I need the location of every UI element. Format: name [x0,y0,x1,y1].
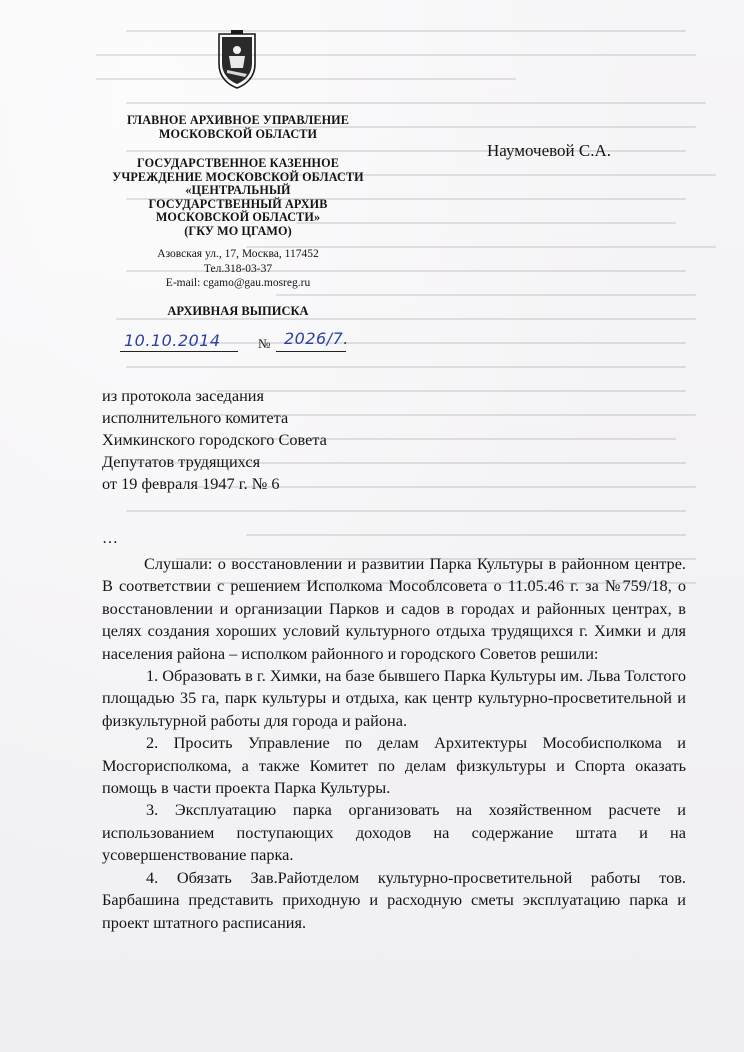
protocol-line: из протокола заседания [102,386,264,405]
recipient-name: Наумочевой С.А. [487,141,612,160]
handwritten-number: 2026/7. [284,329,349,348]
date-number-line [120,331,350,355]
contact-address: Азовская ул., 17, Москва, 117452 Тел.318-03-37 E-mail: cgamo@gau.mosreg.ru [157,248,319,290]
protocol-line: Депутатов трудящихся [102,452,261,471]
number-underline [276,351,346,352]
handwritten-date: 10.10.2014 [124,331,221,350]
body-paragraph: 4. Обязать Зав.Райотделом культурно-просветительной работы тов. Барбашина представить приходную и расходную сметы эксплуатацию парка и проект штатного расписания. [102,867,686,932]
org-name-line2: МОСКОВСКОЙ ОБЛАСТИ [158,126,318,141]
extract-body [102,553,686,934]
body-paragraph: 3. Эксплуатацию парка организовать на хозяйственном расчете и использованием поступающих доходов на содержание штата и на усовершенствование парка. [102,800,686,865]
archive-header [95,114,381,238]
institution-name: ГОСУДАРСТВЕННОЕ КАЗЕННОЕ УЧРЕЖДЕНИЕ МОСКОВСКОЙ ОБЛАСТИ «ЦЕНТРАЛЬНЫЙ ГОСУДАРСТВЕННЫЙ АРХИВ МОСКОВСКОЙ ОБЛАСТИ» (ГКУ МО ЦГАМО) [112,156,364,238]
omission-marker: … [102,530,118,547]
protocol-reference [102,385,327,495]
coat-of-arms-icon [215,30,259,90]
number-sign: № [258,336,271,351]
body-paragraph: 1. Образовать в г. Химки, на базе бывшего Парка Культуры им. Льва Толстого площадью 35 га, парк культуры и отдыха, как центр культурно-просветительной и физкультурной работы для города и района. [102,666,686,730]
protocol-line: от 19 февраля 1947 г. № 6 [102,474,280,493]
org-name-line1: ГЛАВНОЕ АРХИВНОЕ УПРАВЛЕНИЕ [127,113,349,127]
body-paragraph: 2. Просить Управление по делам Архитектуры Мособисполкома и Мосгорисполкома, а также Комитет по делам физкультуры и Спорта оказать помощь в части проекта Парка Культуры. [102,733,686,798]
protocol-line: исполнительного комитета [102,408,289,427]
date-underline [120,351,238,352]
body-paragraph: Слушали: о восстановлении и развитии Парка Культуры в районном центре. В соответствии с решением Исполкома Мособлсовета о 11.05.46 г. за №759/18, о восстановлении и организации Парков и садов в городах и районных центрах, в целях создания хороших условий культурного отдыха трудящихся г. Химки и для населения района – исполком районного и городского Советов решили: [102,554,686,663]
extract-title: АРХИВНАЯ ВЫПИСКА [167,304,309,318]
protocol-line: Химкинского городского Совета [102,430,327,449]
